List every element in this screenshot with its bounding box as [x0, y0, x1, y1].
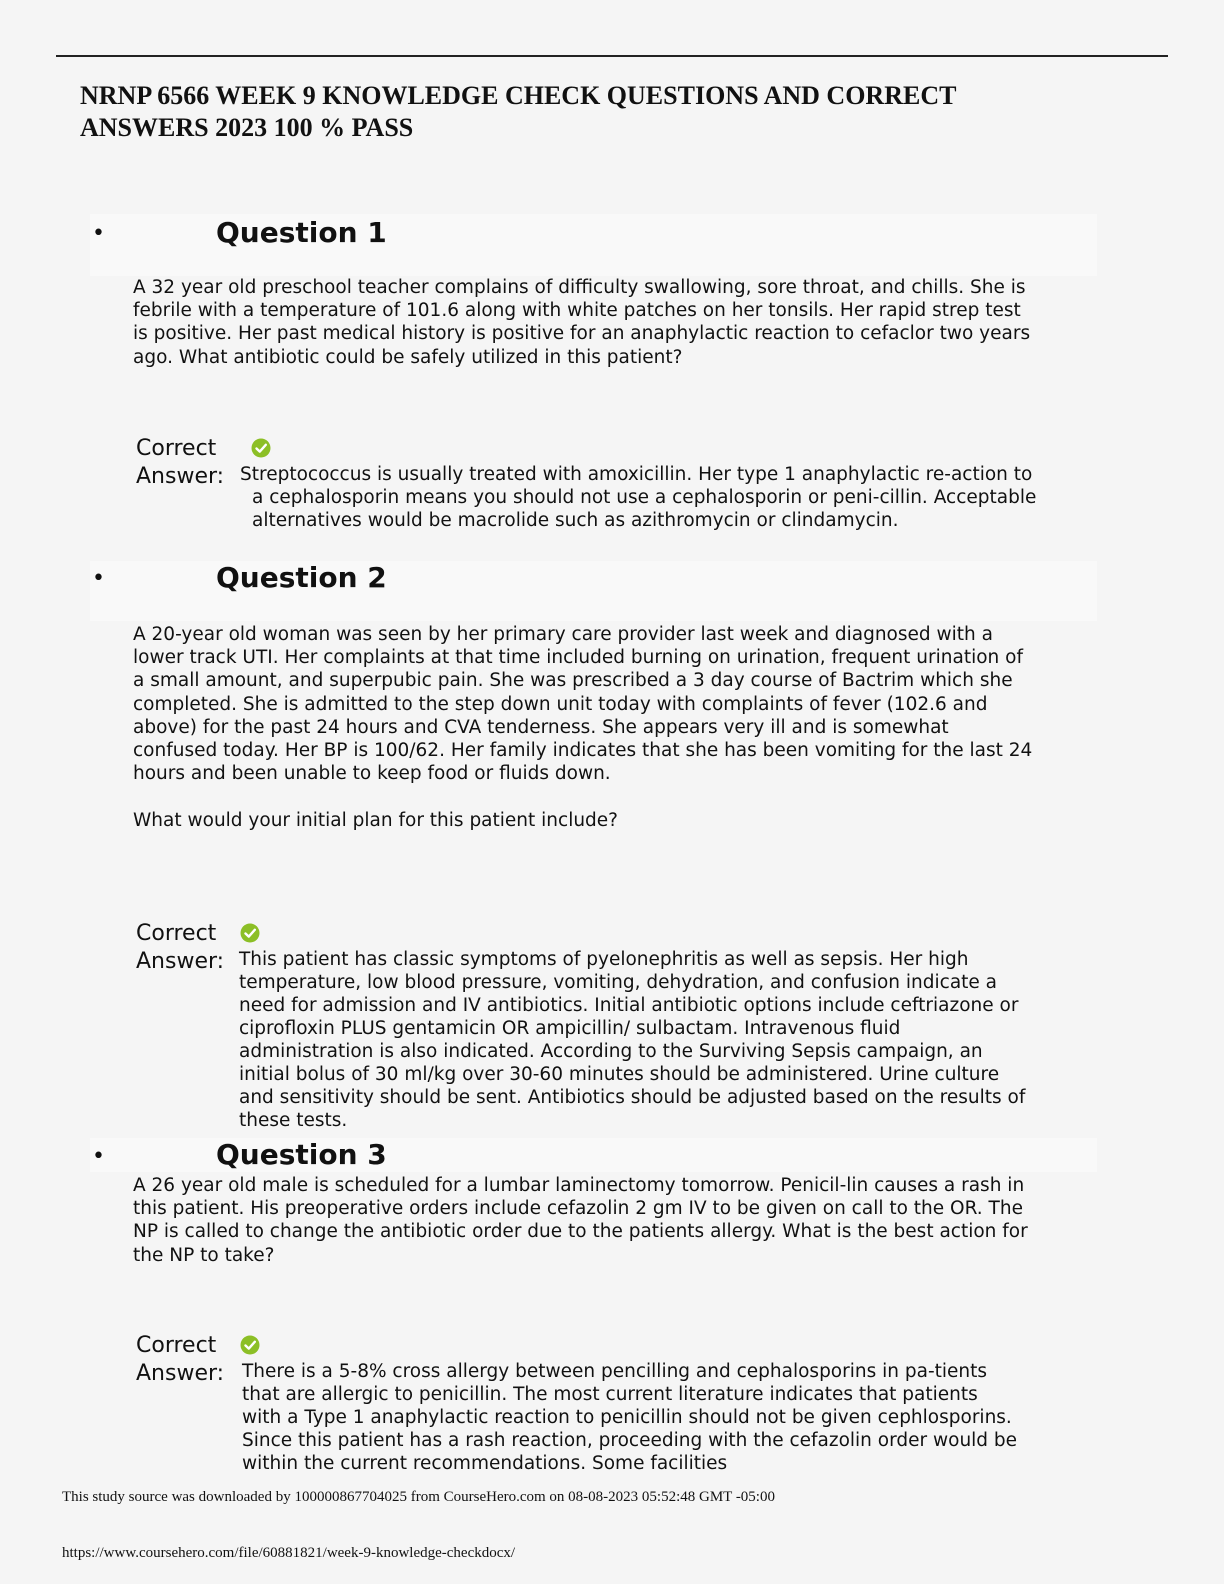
check-circle-icon — [240, 923, 260, 943]
question-3-heading: Question 3 — [216, 1138, 387, 1171]
question-2-text: A 20-year old woman was seen by her primary care provider last week and diagnosed with a lower track UTI. Her complaints at that time included burning on urination, frequent urination of a small amount, and superpubic pain. She was prescribed a 3 day course of Bactrim which she completed. She is admitted to the step down unit today with complaints of fever (102.6 and above) for the past 24 hours and CVA tenderness. She appears very ill and is somewhat confused today. Her BP is 100/62. Her family indicates that she has been vomiting for the last 24 hours and been unable to keep food or fluids down. What would your initial plan for this patient include? — [133, 624, 1033, 831]
check-circle-icon — [251, 438, 271, 458]
question-3-answer-label: Correct — [136, 1333, 217, 1358]
source-url[interactable]: https://www.coursehero.com/file/60881821/week-9-knowledge-checkdocx/ — [62, 1545, 516, 1561]
document-title: NRNP 6566 WEEK 9 KNOWLEDGE CHECK QUESTIONS AND CORRECT ANSWERS 2023 100 % PASS — [80, 81, 956, 142]
source-note: This study source was downloaded by 100000867704025 from CourseHero.com on 08-08-2023 05:52:48 GMT -05:00 — [62, 1489, 775, 1505]
question-3-answer-label-2: Answer: — [136, 1361, 225, 1386]
question-1-answer-label-2: Answer: — [136, 464, 225, 489]
question-2-answer-label-2: Answer: — [136, 949, 225, 974]
question-2-bullet: • — [92, 566, 105, 591]
question-1-answer-label: Correct — [136, 436, 217, 461]
check-circle-icon — [240, 1335, 260, 1355]
question-2-answer: This patient has classic symptoms of pyelonephritis as well as sepsis. Her high temperature, low blood pressure, vomiting, dehydration, and confusion indicate a need for admission and IV antibiotics. Initial antibiotic options include ceftriazone or ciprofloxin PLUS gentamicin OR ampicillin/ sulbactam. Intravenous fluid administration is also indicated. According to the Surviving Sepsis campaign, an initial bolus of 30 ml/kg over 30-60 minutes should be administered. Urine culture and sensitivity should be sent. Antibiotics should be adjusted based on the results of these tests. — [239, 949, 1026, 1131]
top-rule — [56, 55, 1168, 57]
question-1-answer: Streptococcus is usually treated with amoxicillin. Her type 1 anaphylactic re-action to a cephalosporin means you should not use a cephalosporin or peni-cillin. Acceptable alternatives would be macrolide such as azithromycin or clindamycin. — [240, 464, 1037, 531]
question-1-bullet: • — [92, 221, 105, 246]
question-3-answer: There is a 5-8% cross allergy between pencilling and cephalosporins in pa-tients that are allergic to penicillin. The most current literature indicates that patients with a Type 1 anaphylactic reaction to penicillin should not be given cephlosporins. Since this patient has a rash reaction, proceeding with the cefazolin order would be within the current recommendations. Some facilities — [242, 1361, 1018, 1474]
question-3-bullet: • — [92, 1144, 105, 1169]
question-2-heading: Question 2 — [216, 561, 387, 594]
question-1-heading: Question 1 — [216, 216, 387, 249]
question-1-text: A 32 year old preschool teacher complains of difficulty swallowing, sore throat, and chills. She is febrile with a temperature of 101.6 along with white patches on her tonsils. Her rapid strep test is positive. Her past medical history is positive for an anaphylactic reaction to cefaclor two years ago. What antibiotic could be safely utilized in this patient? — [133, 277, 1031, 368]
question-3-text: A 26 year old male is scheduled for a lumbar laminectomy tomorrow. Penicil-lin causes a rash in this patient. His preoperative orders include cefazolin 2 gm IV to be given on call to the OR. The NP is called to change the antibiotic order due to the patients allergy. What is the best action for the NP to take? — [133, 1175, 1028, 1266]
question-2-answer-label: Correct — [136, 921, 217, 946]
